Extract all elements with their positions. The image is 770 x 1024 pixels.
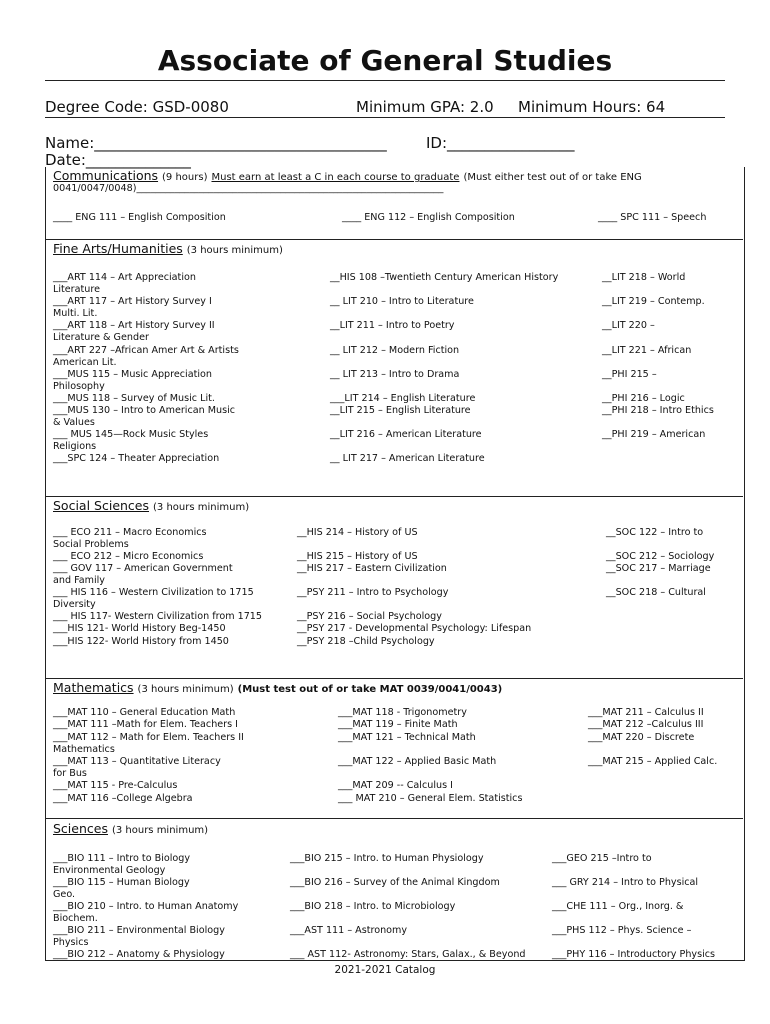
course-item-continuation: Diversity: [53, 599, 96, 610]
section-hours: (9 hours): [162, 172, 208, 183]
course-item[interactable]: ___MUS 118 – Survey of Music Lit.: [53, 393, 215, 404]
course-item[interactable]: ___BIO 115 – Human Biology: [53, 877, 190, 888]
communications-note-3: 0041/0047/0048)________________________________________________________________: [53, 183, 444, 194]
id-field[interactable]: ID:_________________: [426, 134, 575, 152]
course-item[interactable]: ____ ENG 112 – English Composition: [342, 212, 515, 223]
course-item[interactable]: ____ ENG 111 – English Composition: [53, 212, 226, 223]
course-item[interactable]: ___MAT 122 – Applied Basic Math: [338, 756, 497, 767]
course-item-continuation: American Lit.: [53, 357, 117, 368]
course-item[interactable]: ___PHS 112 – Phys. Science –: [552, 925, 692, 936]
course-item[interactable]: __LIT 215 – English Literature: [330, 405, 471, 416]
divider: [45, 496, 743, 497]
section-title: Mathematics: [53, 680, 134, 695]
course-item[interactable]: ___BIO 212 – Anatomy & Physiology: [53, 949, 225, 960]
course-item[interactable]: __HIS 214 – History of US: [297, 527, 418, 538]
course-item[interactable]: __LIT 221 – African: [602, 345, 692, 356]
course-item[interactable]: ___ AST 112- Astronomy: Stars, Galax., & Beyond: [290, 949, 526, 960]
section-title: Sciences: [53, 821, 108, 836]
course-item[interactable]: ___SPC 124 – Theater Appreciation: [53, 453, 220, 464]
course-item[interactable]: __SOC 217 – Marriage: [606, 563, 711, 574]
date-field[interactable]: Date:______________: [45, 151, 191, 169]
min-gpa: Minimum GPA: 2.0: [356, 98, 494, 116]
course-item[interactable]: ___ ECO 212 – Micro Economics: [53, 551, 204, 562]
section-note: Must earn at least a C in each course to graduate: [211, 172, 460, 183]
course-item[interactable]: ___ MUS 145—Rock Music Styles: [53, 429, 209, 440]
course-item[interactable]: __ LIT 212 – Modern Fiction: [330, 345, 460, 356]
course-item[interactable]: __LIT 218 – World: [602, 272, 686, 283]
course-item[interactable]: __HIS 217 – Eastern Civilization: [297, 563, 447, 574]
section-title: Fine Arts/Humanities: [53, 241, 183, 256]
course-item[interactable]: ___ ECO 211 – Macro Economics: [53, 527, 207, 538]
course-item[interactable]: ___MAT 111 –Math for Elem. Teachers I: [53, 719, 239, 730]
course-item[interactable]: __LIT 219 – Contemp.: [602, 296, 705, 307]
social-sciences-heading: [53, 498, 249, 513]
course-item[interactable]: __PHI 219 – American: [602, 429, 706, 440]
course-item-continuation: Biochem.: [53, 913, 98, 924]
course-item[interactable]: __ LIT 210 – Intro to Literature: [330, 296, 474, 307]
course-item[interactable]: ___MAT 209 -- Calculus I: [338, 780, 453, 791]
course-item[interactable]: ___MUS 130 – Intro to American Music: [53, 405, 236, 416]
course-item[interactable]: ___MAT 115 - Pre-Calculus: [53, 780, 178, 791]
course-item[interactable]: ____ SPC 111 – Speech: [598, 212, 707, 223]
course-item-continuation: Literature & Gender: [53, 332, 149, 343]
course-item[interactable]: ___BIO 216 – Survey of the Animal Kingdom: [290, 877, 500, 888]
course-item[interactable]: __PHI 218 – Intro Ethics: [602, 405, 714, 416]
course-item[interactable]: ___MAT 110 – General Education Math: [53, 707, 236, 718]
communications-heading: [53, 168, 642, 183]
course-item[interactable]: ___MAT 220 – Discrete: [588, 732, 695, 743]
course-item-continuation: Environmental Geology: [53, 865, 166, 876]
course-item[interactable]: ___PHY 116 – Introductory Physics: [552, 949, 716, 960]
course-item-continuation: & Values: [53, 417, 95, 428]
course-item[interactable]: __SOC 218 – Cultural: [606, 587, 706, 598]
min-hours: Minimum Hours: 64: [518, 98, 666, 116]
course-item[interactable]: __LIT 220 –: [602, 320, 655, 331]
divider: [45, 678, 743, 679]
course-item[interactable]: ___MAT 116 –College Algebra: [53, 793, 193, 804]
course-item-continuation: and Family: [53, 575, 105, 586]
course-item[interactable]: ___MAT 121 – Technical Math: [338, 732, 476, 743]
course-item[interactable]: ___BIO 211 – Environmental Biology: [53, 925, 225, 936]
course-item-continuation: Mathematics: [53, 744, 115, 755]
course-item[interactable]: __SOC 122 – Intro to: [606, 527, 704, 538]
section-title: Communications: [53, 168, 159, 183]
header-rule: [45, 117, 725, 118]
course-item[interactable]: __SOC 212 – Sociology: [606, 551, 715, 562]
course-item-continuation: Philosophy: [53, 381, 105, 392]
course-item-continuation: Social Problems: [53, 539, 129, 550]
course-item[interactable]: ___ GOV 117 – American Government: [53, 563, 233, 574]
course-item[interactable]: __PSY 218 –Child Psychology: [297, 636, 435, 647]
course-item[interactable]: __LIT 216 – American Literature: [330, 429, 482, 440]
course-item[interactable]: __ LIT 213 – Intro to Drama: [330, 369, 460, 380]
title-rule: [45, 80, 725, 81]
divider: [45, 239, 743, 240]
course-item[interactable]: ___MAT 119 – Finite Math: [338, 719, 458, 730]
course-item[interactable]: ___ART 118 – Art History Survey II: [53, 320, 215, 331]
course-item[interactable]: ___MAT 112 – Math for Elem. Teachers II: [53, 732, 244, 743]
course-item[interactable]: ___AST 111 – Astronomy: [290, 925, 408, 936]
course-item[interactable]: ___ART 117 – Art History Survey I: [53, 296, 212, 307]
course-item-continuation: Literature: [53, 284, 100, 295]
course-item[interactable]: __PHI 216 – Logic: [602, 393, 685, 404]
course-item[interactable]: __PSY 217 - Developmental Psychology: Lifespan: [297, 623, 532, 634]
course-item[interactable]: ___MUS 115 – Music Appreciation: [53, 369, 212, 380]
course-item[interactable]: ___ GRY 214 – Intro to Physical: [552, 877, 699, 888]
course-item-continuation: for Bus: [53, 768, 87, 779]
course-item[interactable]: ___ART 114 – Art Appreciation: [53, 272, 196, 283]
page-title: Associate of General Studies: [157, 44, 613, 77]
section-hours: (3 hours minimum): [137, 684, 234, 695]
course-item-continuation: Multi. Lit.: [53, 308, 98, 319]
section-note: (Must test out of or take MAT 0039/0041/0043): [237, 684, 503, 695]
course-item[interactable]: ___CHE 111 – Org., Inorg. &: [552, 901, 684, 912]
section-hours: (3 hours minimum): [111, 825, 209, 836]
course-item[interactable]: ___LIT 214 – English Literature: [330, 393, 476, 404]
course-item[interactable]: ___HIS 121- World History Beg-1450: [53, 623, 226, 634]
course-item[interactable]: __PSY 216 – Social Psychology: [297, 611, 442, 622]
catalog-footer: 2021-2021 Catalog: [334, 964, 436, 976]
course-item[interactable]: ___ HIS 116 – Western Civilization to 1715: [53, 587, 254, 598]
course-item[interactable]: ___HIS 122- World History from 1450: [53, 636, 229, 647]
course-item[interactable]: ___BIO 210 – Intro. to Human Anatomy: [53, 901, 239, 912]
course-item[interactable]: ___MAT 118 - Trigonometry: [338, 707, 467, 718]
course-item[interactable]: __PHI 215 –: [602, 369, 657, 380]
fine-arts-heading: [53, 241, 283, 256]
course-item[interactable]: ___MAT 215 – Applied Calc.: [588, 756, 718, 767]
mathematics-heading: [53, 680, 502, 695]
course-item[interactable]: ___ART 227 –African Amer Art & Artists: [53, 345, 239, 356]
course-item[interactable]: __PSY 211 – Intro to Psychology: [297, 587, 449, 598]
course-item[interactable]: ___MAT 212 –Calculus III: [588, 719, 704, 730]
course-item[interactable]: __HIS 215 – History of US: [297, 551, 418, 562]
course-item[interactable]: ___ HIS 117- Western Civilization from 1715: [53, 611, 263, 622]
course-item[interactable]: ___BIO 111 – Intro to Biology: [53, 853, 191, 864]
course-item-continuation: Geo.: [53, 889, 76, 900]
section-note-2: (Must either test out of or take ENG: [463, 172, 642, 183]
sciences-heading: [53, 821, 208, 836]
divider: [45, 818, 743, 819]
course-item-continuation: Religions: [53, 441, 97, 452]
course-item[interactable]: __ LIT 217 – American Literature: [330, 453, 485, 464]
course-item[interactable]: ___MAT 113 – Quantitative Literacy: [53, 756, 221, 767]
course-item-continuation: Physics: [53, 937, 89, 948]
section-hours: (3 hours minimum): [186, 245, 283, 256]
section-hours: (3 hours minimum): [153, 502, 250, 513]
course-item[interactable]: ___ MAT 210 – General Elem. Statistics: [338, 793, 523, 804]
course-item[interactable]: ___BIO 215 – Intro. to Human Physiology: [290, 853, 484, 864]
course-item[interactable]: ___MAT 211 – Calculus II: [588, 707, 704, 718]
course-item[interactable]: ___GEO 215 –Intro to: [552, 853, 652, 864]
course-item[interactable]: __LIT 211 – Intro to Poetry: [330, 320, 455, 331]
name-field[interactable]: Name:_______________________________________: [45, 134, 387, 152]
degree-code: Degree Code: GSD-0080: [45, 98, 229, 116]
section-title: Social Sciences: [53, 498, 150, 513]
course-item[interactable]: __HIS 108 –Twentieth Century American History: [330, 272, 559, 283]
course-item[interactable]: ___BIO 218 – Intro. to Microbiology: [290, 901, 456, 912]
